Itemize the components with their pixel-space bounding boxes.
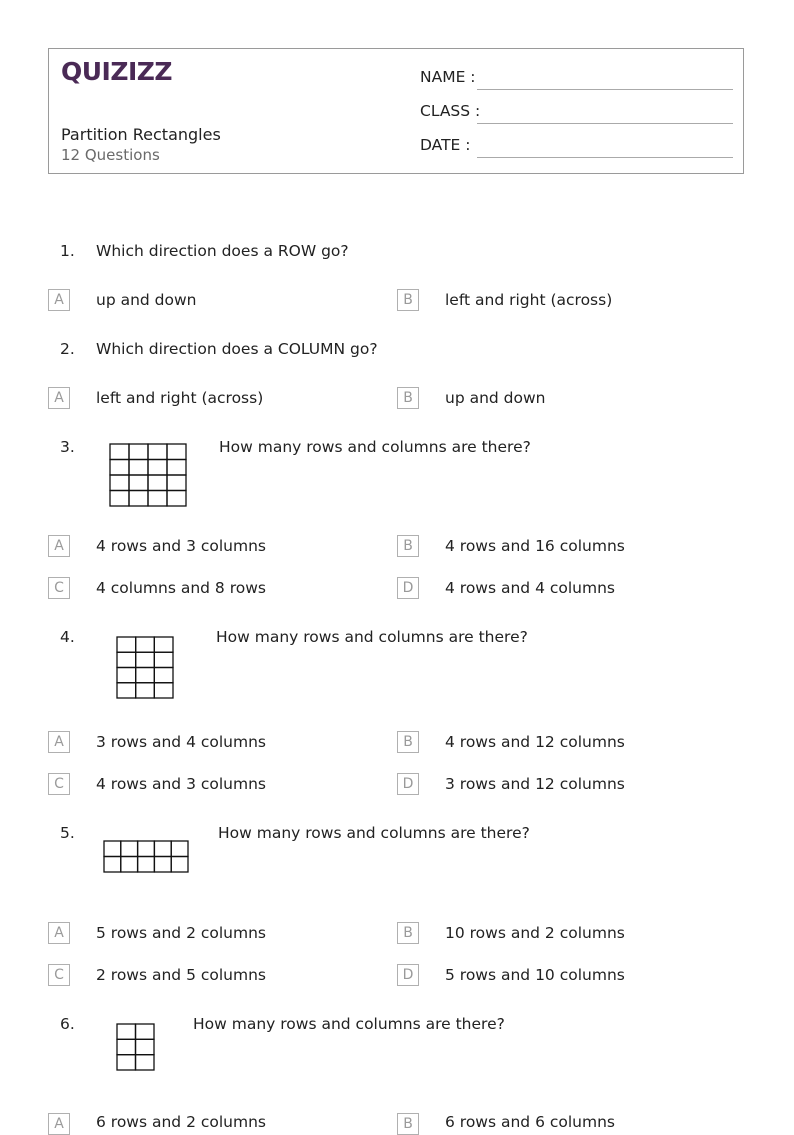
option-b-box[interactable]: B	[397, 289, 419, 311]
question-number: 4.	[60, 628, 75, 646]
grid-cell	[148, 491, 167, 507]
grid-image	[103, 840, 189, 873]
option-b-text: up and down	[445, 389, 546, 407]
option-d-box[interactable]: D	[397, 577, 419, 599]
option-c-box[interactable]: C	[48, 577, 70, 599]
grid-cell	[117, 1024, 136, 1039]
grid-cell	[138, 841, 155, 857]
worksheet-title: Partition Rectangles	[61, 125, 221, 144]
option-d-text: 3 rows and 12 columns	[445, 775, 625, 793]
grid-cell	[117, 1039, 136, 1054]
option-b-text: left and right (across)	[445, 291, 613, 309]
name-field[interactable]	[477, 89, 733, 90]
grid-cell	[136, 637, 155, 652]
class-field[interactable]	[477, 123, 733, 124]
grid-image	[116, 1023, 155, 1071]
grid-cell	[121, 857, 138, 873]
option-a-box[interactable]: A	[48, 387, 70, 409]
option-c-text: 4 rows and 3 columns	[96, 775, 266, 793]
question-text: How many rows and columns are there?	[218, 824, 530, 842]
grid-cell	[136, 683, 155, 698]
option-a-text: 3 rows and 4 columns	[96, 733, 266, 751]
grid-cell	[129, 460, 148, 476]
grid-cell	[117, 668, 136, 683]
grid-cell	[167, 491, 186, 507]
grid-cell	[154, 637, 173, 652]
grid-cell	[148, 460, 167, 476]
option-c-text: 2 rows and 5 columns	[96, 966, 266, 984]
grid-cell	[148, 475, 167, 491]
grid-cell	[136, 1055, 155, 1070]
grid-cell	[121, 841, 138, 857]
grid-cell	[138, 857, 155, 873]
option-a-text: 6 rows and 2 columns	[96, 1113, 266, 1131]
option-c-box[interactable]: C	[48, 964, 70, 986]
grid-cell	[154, 652, 173, 667]
grid-cell	[154, 841, 171, 857]
option-d-text: 4 rows and 4 columns	[445, 579, 615, 597]
grid-cell	[117, 652, 136, 667]
grid-image	[116, 636, 174, 699]
grid-cell	[136, 652, 155, 667]
option-b-box[interactable]: B	[397, 731, 419, 753]
grid-cell	[110, 475, 129, 491]
grid-cell	[129, 475, 148, 491]
option-a-text: 5 rows and 2 columns	[96, 924, 266, 942]
grid-cell	[117, 683, 136, 698]
grid-cell	[129, 491, 148, 507]
option-d-text: 5 rows and 10 columns	[445, 966, 625, 984]
option-a-text: left and right (across)	[96, 389, 264, 407]
grid-cell	[129, 444, 148, 460]
option-b-box[interactable]: B	[397, 922, 419, 944]
worksheet-header	[48, 48, 744, 174]
grid-cell	[104, 841, 121, 857]
question-text: How many rows and columns are there?	[193, 1015, 505, 1033]
option-b-box[interactable]: B	[397, 1113, 419, 1135]
grid-cell	[171, 857, 188, 873]
grid-cell	[167, 444, 186, 460]
option-b-text: 4 rows and 12 columns	[445, 733, 625, 751]
question-text: How many rows and columns are there?	[216, 628, 528, 646]
option-a-box[interactable]: A	[48, 289, 70, 311]
option-b-box[interactable]: B	[397, 535, 419, 557]
grid-cell	[117, 1055, 136, 1070]
date-label: DATE :	[420, 136, 471, 154]
grid-cell	[110, 491, 129, 507]
option-b-text: 6 rows and 6 columns	[445, 1113, 615, 1131]
option-d-box[interactable]: D	[397, 964, 419, 986]
grid-cell	[167, 475, 186, 491]
option-c-box[interactable]: C	[48, 773, 70, 795]
grid-cell	[110, 444, 129, 460]
grid-image	[109, 443, 187, 507]
option-d-box[interactable]: D	[397, 773, 419, 795]
grid-cell	[171, 841, 188, 857]
question-text: Which direction does a ROW go?	[96, 242, 349, 260]
name-label: NAME :	[420, 68, 476, 86]
question-text: How many rows and columns are there?	[219, 438, 531, 456]
grid-cell	[104, 857, 121, 873]
question-number: 2.	[60, 340, 75, 358]
question-number: 3.	[60, 438, 75, 456]
option-c-text: 4 columns and 8 rows	[96, 579, 266, 597]
option-b-text: 10 rows and 2 columns	[445, 924, 625, 942]
grid-cell	[154, 857, 171, 873]
grid-cell	[136, 1039, 155, 1054]
option-a-box[interactable]: A	[48, 535, 70, 557]
grid-cell	[117, 637, 136, 652]
grid-cell	[136, 1024, 155, 1039]
class-label: CLASS :	[420, 102, 481, 120]
date-field[interactable]	[477, 157, 733, 158]
option-b-text: 4 rows and 16 columns	[445, 537, 625, 555]
question-number: 5.	[60, 824, 75, 842]
option-b-box[interactable]: B	[397, 387, 419, 409]
grid-cell	[148, 444, 167, 460]
option-a-box[interactable]: A	[48, 1113, 70, 1135]
quizizz-logo: QUIZIZZ	[61, 57, 173, 86]
grid-cell	[167, 460, 186, 476]
grid-cell	[154, 683, 173, 698]
grid-cell	[110, 460, 129, 476]
grid-cell	[136, 668, 155, 683]
option-a-box[interactable]: A	[48, 922, 70, 944]
question-number: 6.	[60, 1015, 75, 1033]
grid-cell	[154, 668, 173, 683]
question-text: Which direction does a COLUMN go?	[96, 340, 378, 358]
option-a-text: 4 rows and 3 columns	[96, 537, 266, 555]
question-number: 1.	[60, 242, 75, 260]
question-count: 12 Questions	[61, 146, 160, 164]
option-a-box[interactable]: A	[48, 731, 70, 753]
option-a-text: up and down	[96, 291, 197, 309]
